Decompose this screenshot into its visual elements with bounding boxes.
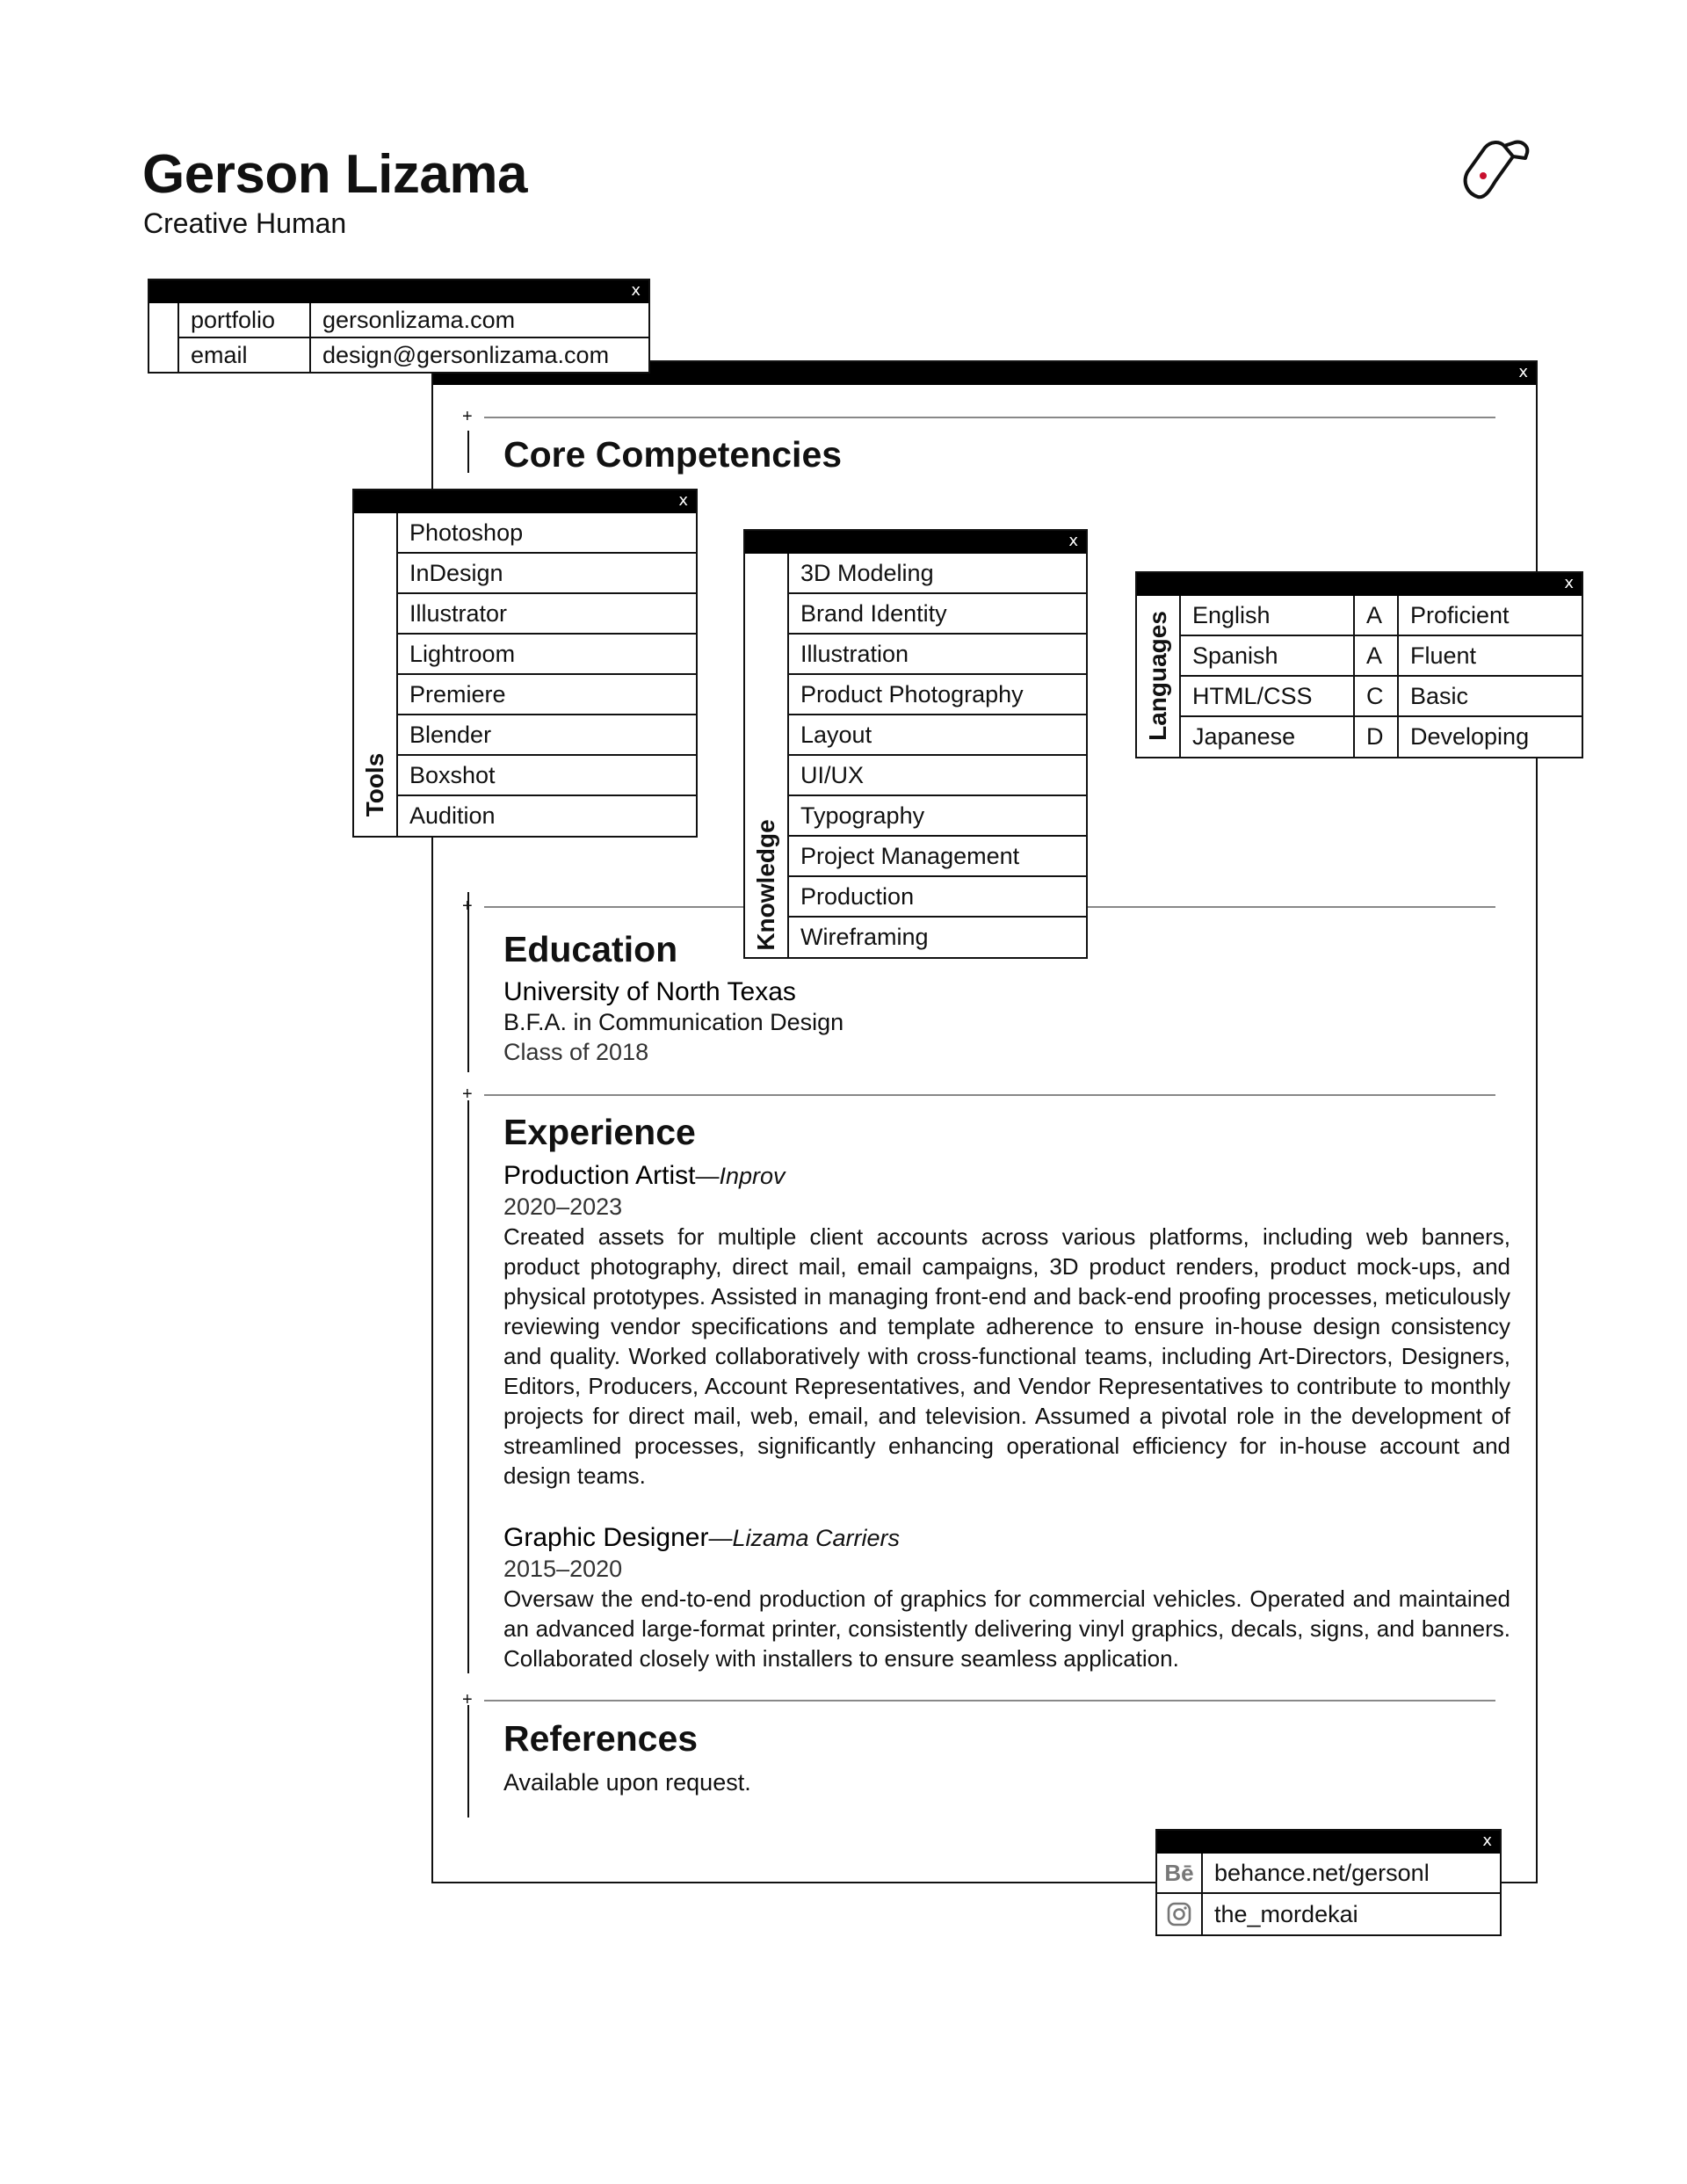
- job-description: Oversaw the end-to-end production of graphics for commercial vehicles. Operated and maintained an advanced large-format printer, consistently delivering vinyl graphics, decals, signs, and banners. Collaborated closely with installers to ensure seamless application.: [503, 1585, 1510, 1672]
- job-company: Lizama Carriers: [732, 1525, 900, 1551]
- window-sidebar: [149, 303, 179, 372]
- behance-link[interactable]: behance.net/gersonl: [1201, 1854, 1500, 1892]
- section-marker: +: [462, 896, 473, 916]
- job-separator: —: [708, 1525, 733, 1551]
- tool-item: Blender: [398, 715, 696, 756]
- job-title-line: [503, 1161, 785, 1191]
- close-icon[interactable]: x: [678, 491, 688, 510]
- knowledge-sidebar: [745, 554, 789, 957]
- contact-window: [148, 279, 650, 374]
- language-row: Spanish A Fluent: [1181, 636, 1582, 677]
- contact-row: [179, 338, 648, 372]
- tools-sidebar: [354, 513, 398, 836]
- window-title-bar[interactable]: [149, 280, 648, 303]
- social-row: [1157, 1894, 1500, 1934]
- close-icon[interactable]: x: [1482, 1832, 1492, 1850]
- section-title-core: Core Competencies: [503, 434, 843, 475]
- section-marker: +: [462, 407, 473, 426]
- knowledge-item: Layout: [789, 715, 1086, 756]
- tools-label: Tools: [361, 752, 388, 817]
- languages-label: Languages: [1144, 611, 1171, 741]
- language-row: HTML/CSS C Basic: [1181, 677, 1582, 717]
- job-role: Production Artist: [503, 1161, 696, 1190]
- languages-window: [1135, 571, 1583, 758]
- education-degree: B.F.A. in Communication Design: [503, 1009, 844, 1035]
- tool-item: Premiere: [398, 675, 696, 715]
- section-title-education: Education: [503, 929, 678, 969]
- contact-row: [179, 303, 648, 338]
- knowledge-window: [743, 529, 1088, 959]
- knowledge-item: 3D Modeling: [789, 554, 1086, 594]
- education-school: University of North Texas: [503, 977, 796, 1006]
- languages-sidebar: [1137, 596, 1181, 757]
- tool-item: InDesign: [398, 554, 696, 594]
- close-icon[interactable]: x: [1564, 574, 1574, 592]
- tools-window: [352, 489, 698, 838]
- section-divider: [484, 1094, 1495, 1096]
- tool-item: Lightroom: [398, 635, 696, 675]
- contact-label: portfolio: [191, 306, 276, 333]
- instagram-icon: [1157, 1894, 1201, 1934]
- contact-label: email: [191, 341, 248, 368]
- knowledge-item: Production: [789, 877, 1086, 918]
- job-separator: —: [695, 1163, 720, 1189]
- window-title-bar[interactable]: [1157, 1831, 1500, 1854]
- knowledge-item: Product Photography: [789, 675, 1086, 715]
- section-title-experience: Experience: [503, 1112, 696, 1152]
- knowledge-item: Project Management: [789, 837, 1086, 877]
- job-title-line: [503, 1523, 900, 1553]
- tool-item: Illustrator: [398, 594, 696, 635]
- section-marker: +: [462, 1085, 473, 1104]
- portfolio-link[interactable]: gersonlizama.com: [309, 303, 648, 337]
- social-window: [1155, 1829, 1502, 1936]
- knowledge-item: Illustration: [789, 635, 1086, 675]
- tool-item: Audition: [409, 802, 496, 829]
- instagram-link[interactable]: the_mordekai: [1201, 1894, 1500, 1934]
- job-description: Created assets for multiple client accounts across various platforms, including web banners, product photography, direct mail, email campaigns, 3D product renders, product mock-ups, and physical prototypes. Assisted in managing front-end and back-end proofing processes, meticulously reviewing vendor specifications and template adherence to ensure in-house design consistency and quality. Worked collaboratively with cross-functional teams, including Art-Directors, Designers, Editors, Producers, Account Representatives, and Vendor Representatives to contribute to monthly projects for direct mail, web, email, and television. Assumed a pivotal role in the development of streamlined processes, significantly enhancing operational efficiency for in-house account and design teams.: [503, 1223, 1510, 1489]
- tool-item: Photoshop: [398, 513, 696, 554]
- email-link[interactable]: design@gersonlizama.com: [309, 338, 648, 372]
- job-company: Inprov: [719, 1163, 786, 1189]
- close-icon[interactable]: x: [1068, 532, 1078, 550]
- social-row: [1157, 1854, 1500, 1894]
- language-row: English A Proficient: [1181, 596, 1582, 636]
- knowledge-item: Brand Identity: [789, 594, 1086, 635]
- knowledge-item: Wireframing: [800, 924, 929, 950]
- language-row: Japanese D Developing: [1181, 717, 1582, 757]
- job-years: 2020–2023: [503, 1194, 623, 1220]
- job-years: 2015–2020: [503, 1556, 623, 1582]
- section-title-references: References: [503, 1718, 699, 1759]
- close-icon[interactable]: x: [1518, 363, 1528, 381]
- knowledge-item: Typography: [789, 796, 1086, 837]
- tool-item: Boxshot: [398, 756, 696, 796]
- references-text: Available upon request.: [503, 1769, 751, 1796]
- section-divider: [484, 1700, 1495, 1701]
- job-role: Graphic Designer: [503, 1523, 709, 1552]
- knowledge-item: UI/UX: [789, 756, 1086, 796]
- window-title-bar[interactable]: [745, 531, 1086, 554]
- section-divider: [484, 417, 1495, 418]
- behance-icon: Bē: [1164, 1859, 1194, 1886]
- knowledge-label: Knowledge: [752, 819, 779, 951]
- section-marker: +: [462, 1690, 473, 1709]
- candidate-name: Gerson Lizama: [142, 144, 527, 205]
- logo-icon: [1460, 139, 1532, 206]
- window-title-bar[interactable]: [354, 490, 696, 513]
- close-icon[interactable]: x: [631, 281, 641, 300]
- candidate-tagline: Creative Human: [143, 207, 347, 239]
- education-year: Class of 2018: [503, 1039, 649, 1065]
- window-title-bar[interactable]: [1137, 573, 1582, 596]
